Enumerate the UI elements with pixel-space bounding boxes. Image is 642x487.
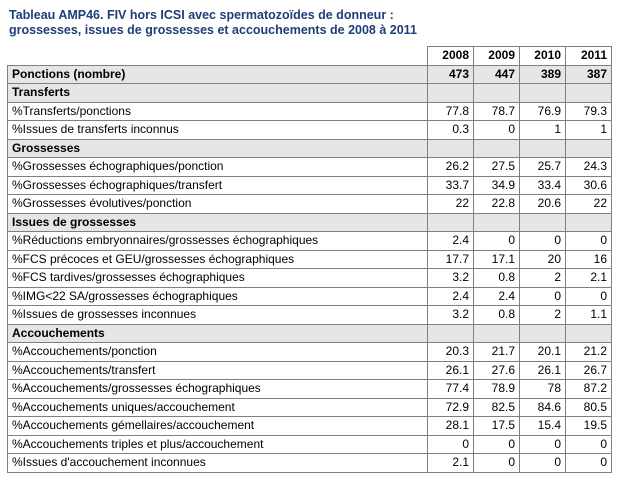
value-cell <box>520 84 566 103</box>
value-cell: 0 <box>566 232 612 251</box>
value-cell: 0 <box>566 287 612 306</box>
value-cell: 0.8 <box>474 306 520 325</box>
value-cell: 82.5 <box>474 398 520 417</box>
value-cell <box>428 139 474 158</box>
value-cell: 84.6 <box>520 398 566 417</box>
row-label: %Issues de grossesses inconnues <box>8 306 428 325</box>
value-cell: 447 <box>474 65 520 84</box>
value-cell: 21.2 <box>566 343 612 362</box>
table-row <box>8 250 612 269</box>
value-cell: 0.8 <box>474 269 520 288</box>
value-cell <box>520 324 566 343</box>
value-cell: 24.3 <box>566 158 612 177</box>
row-label: Issues de grossesses <box>8 213 428 232</box>
row-label: %Accouchements/grossesses échographiques <box>8 380 428 399</box>
value-cell: 17.5 <box>474 417 520 436</box>
row-label: %Accouchements triples et plus/accouchement <box>8 435 428 454</box>
value-cell: 17.7 <box>428 250 474 269</box>
value-cell: 80.5 <box>566 398 612 417</box>
row-label: %Grossesses échographiques/ponction <box>8 158 428 177</box>
year-header: 2009 <box>474 47 520 66</box>
year-header: 2011 <box>566 47 612 66</box>
value-cell: 3.2 <box>428 269 474 288</box>
value-cell <box>566 324 612 343</box>
value-cell: 30.6 <box>566 176 612 195</box>
row-label: %Issues de transferts inconnus <box>8 121 428 140</box>
value-cell: 0 <box>474 435 520 454</box>
value-cell: 27.6 <box>474 361 520 380</box>
row-label: %Grossesses échographiques/transfert <box>8 176 428 195</box>
value-cell: 22.8 <box>474 195 520 214</box>
year-header: 2010 <box>520 47 566 66</box>
value-cell: 0 <box>566 435 612 454</box>
value-cell: 79.3 <box>566 102 612 121</box>
row-label: %IMG<22 SA/grossesses échographiques <box>8 287 428 306</box>
value-cell: 2.4 <box>428 287 474 306</box>
row-label: %Issues d'accouchement inconnues <box>8 454 428 473</box>
value-cell <box>566 139 612 158</box>
table-title <box>9 8 629 38</box>
row-label: %Accouchements/ponction <box>8 343 428 362</box>
value-cell: 87.2 <box>566 380 612 399</box>
row-label: %FCS précoces et GEU/grossesses échographiques <box>8 250 428 269</box>
row-label: %FCS tardives/grossesses échographiques <box>8 269 428 288</box>
value-cell: 77.8 <box>428 102 474 121</box>
value-cell: 0 <box>520 454 566 473</box>
value-cell: 77.4 <box>428 380 474 399</box>
table-row <box>8 417 612 436</box>
value-cell: 0 <box>520 232 566 251</box>
value-cell: 76.9 <box>520 102 566 121</box>
value-cell <box>474 84 520 103</box>
value-cell: 26.1 <box>428 361 474 380</box>
value-cell: 22 <box>428 195 474 214</box>
row-label: Grossesses <box>8 139 428 158</box>
results-table <box>7 46 612 473</box>
value-cell: 2 <box>520 306 566 325</box>
value-cell: 33.4 <box>520 176 566 195</box>
row-label: %Accouchements uniques/accouchement <box>8 398 428 417</box>
value-cell <box>428 84 474 103</box>
table-row <box>8 361 612 380</box>
value-cell: 78.7 <box>474 102 520 121</box>
row-label: Transferts <box>8 84 428 103</box>
value-cell: 1 <box>520 121 566 140</box>
value-cell: 27.5 <box>474 158 520 177</box>
value-cell: 22 <box>566 195 612 214</box>
table-row <box>8 454 612 473</box>
value-cell: 389 <box>520 65 566 84</box>
value-cell: 1.1 <box>566 306 612 325</box>
title-line-1: Tableau AMP46. FIV hors ICSI avec spermatozoïdes de donneur : <box>9 8 394 22</box>
value-cell <box>428 324 474 343</box>
value-cell <box>520 139 566 158</box>
value-cell: 2 <box>520 269 566 288</box>
section-row <box>8 213 612 232</box>
value-cell: 25.7 <box>520 158 566 177</box>
value-cell: 0 <box>474 232 520 251</box>
value-cell: 78 <box>520 380 566 399</box>
row-label: %Accouchements/transfert <box>8 361 428 380</box>
table-row <box>8 306 612 325</box>
table-row <box>8 380 612 399</box>
row-label: Accouchements <box>8 324 428 343</box>
value-cell: 0 <box>520 435 566 454</box>
row-label: Ponctions (nombre) <box>8 65 428 84</box>
value-cell: 78.9 <box>474 380 520 399</box>
header-blank-cell <box>8 47 428 66</box>
value-cell: 0 <box>520 287 566 306</box>
value-cell <box>474 324 520 343</box>
header-row <box>8 47 612 66</box>
row-label: %Accouchements gémellaires/accouchement <box>8 417 428 436</box>
value-cell: 0.3 <box>428 121 474 140</box>
value-cell: 19.5 <box>566 417 612 436</box>
section-row <box>8 65 612 84</box>
value-cell: 3.2 <box>428 306 474 325</box>
value-cell <box>566 84 612 103</box>
value-cell: 26.7 <box>566 361 612 380</box>
year-header: 2008 <box>428 47 474 66</box>
table-row <box>8 176 612 195</box>
value-cell: 16 <box>566 250 612 269</box>
table-row <box>8 269 612 288</box>
table-row <box>8 232 612 251</box>
value-cell <box>474 213 520 232</box>
table-row <box>8 343 612 362</box>
value-cell: 28.1 <box>428 417 474 436</box>
table-body <box>8 65 612 472</box>
row-label: %Réductions embryonnaires/grossesses échographiques <box>8 232 428 251</box>
value-cell: 0 <box>474 121 520 140</box>
value-cell: 20.6 <box>520 195 566 214</box>
value-cell: 473 <box>428 65 474 84</box>
section-row <box>8 324 612 343</box>
row-label: %Transferts/ponctions <box>8 102 428 121</box>
value-cell: 21.7 <box>474 343 520 362</box>
value-cell: 20.3 <box>428 343 474 362</box>
table-row <box>8 195 612 214</box>
value-cell: 72.9 <box>428 398 474 417</box>
value-cell: 15.4 <box>520 417 566 436</box>
value-cell: 17.1 <box>474 250 520 269</box>
table-row <box>8 398 612 417</box>
value-cell: 2.4 <box>428 232 474 251</box>
table-row <box>8 435 612 454</box>
value-cell: 26.1 <box>520 361 566 380</box>
section-row <box>8 84 612 103</box>
value-cell: 20 <box>520 250 566 269</box>
table-row <box>8 102 612 121</box>
value-cell: 2.1 <box>566 269 612 288</box>
value-cell: 20.1 <box>520 343 566 362</box>
value-cell: 387 <box>566 65 612 84</box>
value-cell: 2.4 <box>474 287 520 306</box>
value-cell <box>566 213 612 232</box>
value-cell: 1 <box>566 121 612 140</box>
value-cell: 34.9 <box>474 176 520 195</box>
value-cell: 0 <box>474 454 520 473</box>
section-row <box>8 139 612 158</box>
value-cell <box>428 213 474 232</box>
value-cell: 26.2 <box>428 158 474 177</box>
table-row <box>8 121 612 140</box>
table-row <box>8 158 612 177</box>
title-line-2: grossesses, issues de grossesses et accouchements de 2008 à 2011 <box>9 23 417 37</box>
table-row <box>8 287 612 306</box>
value-cell: 0 <box>566 454 612 473</box>
value-cell: 0 <box>428 435 474 454</box>
value-cell <box>474 139 520 158</box>
value-cell: 2.1 <box>428 454 474 473</box>
value-cell <box>520 213 566 232</box>
row-label: %Grossesses évolutives/ponction <box>8 195 428 214</box>
value-cell: 33.7 <box>428 176 474 195</box>
